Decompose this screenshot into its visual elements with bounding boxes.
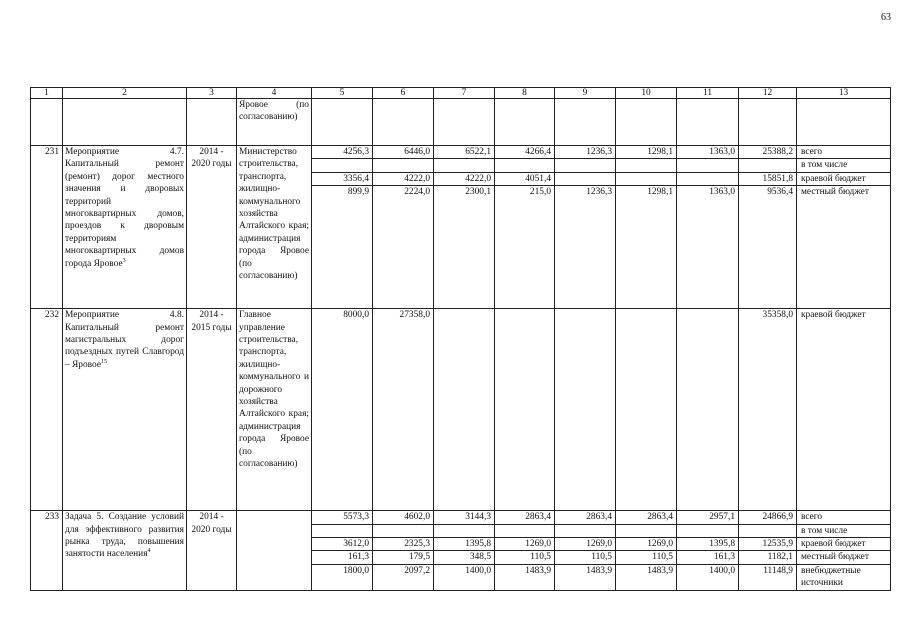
amount-cell: 161,3 bbox=[312, 551, 373, 564]
amount-cell: 2957,1 bbox=[677, 511, 739, 524]
amount-cell bbox=[434, 309, 495, 511]
header-cell: 7 bbox=[434, 88, 495, 99]
amount-cell bbox=[616, 524, 677, 537]
amount-cell: 2097,2 bbox=[373, 564, 434, 590]
amount-cell: 348,5 bbox=[434, 551, 495, 564]
amount-cell bbox=[616, 159, 677, 172]
amount-cell: 2300,1 bbox=[434, 186, 495, 309]
header-cell: 8 bbox=[495, 88, 555, 99]
amount-cell: 1236,3 bbox=[555, 186, 616, 309]
header-cell: 1 bbox=[31, 88, 63, 99]
amount-cell: 12535,9 bbox=[739, 538, 797, 551]
amount-cell bbox=[495, 159, 555, 172]
amount-cell: 4266,4 bbox=[495, 146, 555, 159]
amount-cell: 1483,9 bbox=[616, 564, 677, 590]
amount-cell: 1800,0 bbox=[312, 564, 373, 590]
amount-cell: 3612,0 bbox=[312, 538, 373, 551]
amount-cell: 1269,0 bbox=[616, 538, 677, 551]
amount-cell bbox=[373, 159, 434, 172]
funding-source: всего bbox=[797, 511, 891, 524]
header-cell: 10 bbox=[616, 88, 677, 99]
table-row bbox=[31, 146, 891, 159]
amount-cell: 5573,3 bbox=[312, 511, 373, 524]
amount-cell bbox=[677, 172, 739, 185]
amount-cell: 4222,0 bbox=[373, 172, 434, 185]
funding-source: в том числе bbox=[797, 524, 891, 537]
funding-source: местный бюджет bbox=[797, 186, 891, 309]
amount-cell: 3356,4 bbox=[312, 172, 373, 185]
row-number: 231 bbox=[31, 146, 63, 309]
amount-cell: 110,5 bbox=[616, 551, 677, 564]
amount-cell: 161,3 bbox=[677, 551, 739, 564]
amount-cell: 25388,2 bbox=[739, 146, 797, 159]
event-name: Мероприятие 4.7. Капитальный ремонт (ремонт) дорог местного значения и дворовых территорий многоквартирных домов, проездов к дворовым территориям многоквартирных домов города Яровое$^3$ bbox=[63, 146, 187, 309]
funding-source: местный бюджет bbox=[797, 551, 891, 564]
amount-cell bbox=[434, 159, 495, 172]
amount-cell: 2224,0 bbox=[373, 186, 434, 309]
amount-cell: 4222,0 bbox=[434, 172, 495, 185]
header-row bbox=[31, 88, 891, 99]
footnote-mark: 15 bbox=[101, 358, 107, 365]
amount-cell: 1400,0 bbox=[677, 564, 739, 590]
period: 2014 - 2020 годы bbox=[187, 146, 237, 309]
amount-cell bbox=[495, 524, 555, 537]
page-number: 63 bbox=[881, 12, 891, 23]
row-number: 233 bbox=[31, 511, 63, 591]
amount-cell: 1269,0 bbox=[555, 538, 616, 551]
amount-cell: 6522,1 bbox=[434, 146, 495, 159]
amount-cell: 1363,0 bbox=[677, 146, 739, 159]
amount-cell: 2863,4 bbox=[555, 511, 616, 524]
amount-cell: 1236,3 bbox=[555, 146, 616, 159]
footnote-mark: 3 bbox=[122, 257, 126, 264]
amount-cell bbox=[739, 524, 797, 537]
amount-cell bbox=[555, 524, 616, 537]
amount-cell: 3144,3 bbox=[434, 511, 495, 524]
program-table bbox=[30, 87, 891, 591]
amount-cell: 1363,0 bbox=[677, 186, 739, 309]
amount-cell: 110,5 bbox=[495, 551, 555, 564]
row-number: 232 bbox=[31, 309, 63, 511]
amount-cell: 1483,9 bbox=[495, 564, 555, 590]
table-row bbox=[31, 309, 891, 511]
amount-cell: 215,0 bbox=[495, 186, 555, 309]
amount-cell: 2325,3 bbox=[373, 538, 434, 551]
funding-source: внебюджетные источники bbox=[797, 564, 891, 590]
amount-cell: 899,9 bbox=[312, 186, 373, 309]
amount-cell bbox=[555, 159, 616, 172]
amount-cell: 15851,8 bbox=[739, 172, 797, 185]
continuation-executor: Яровое (по согласованию) bbox=[237, 99, 312, 146]
amount-cell bbox=[434, 524, 495, 537]
period: 2014 - 2015 годы bbox=[187, 309, 237, 511]
amount-cell: 1483,9 bbox=[555, 564, 616, 590]
funding-source: всего bbox=[797, 146, 891, 159]
header-cell: 3 bbox=[187, 88, 237, 99]
amount-cell: 1400,0 bbox=[434, 564, 495, 590]
executor bbox=[237, 511, 312, 591]
amount-cell: 2863,4 bbox=[495, 511, 555, 524]
header-cell: 12 bbox=[739, 88, 797, 99]
header-cell: 4 bbox=[237, 88, 312, 99]
amount-cell bbox=[677, 159, 739, 172]
amount-cell: 179,5 bbox=[373, 551, 434, 564]
amount-cell bbox=[495, 309, 555, 511]
event-name: Задача 5. Создание условий для эффективного развития рынка труда, повышения занятости населения$^4$ bbox=[63, 511, 187, 591]
footnote-mark: 4 bbox=[147, 548, 151, 555]
header-cell: 13 bbox=[797, 88, 891, 99]
amount-cell bbox=[616, 172, 677, 185]
amount-cell bbox=[555, 309, 616, 511]
amount-cell: 11148,9 bbox=[739, 564, 797, 590]
amount-cell bbox=[677, 309, 739, 511]
amount-cell bbox=[312, 524, 373, 537]
amount-cell: 4051,4 bbox=[495, 172, 555, 185]
funding-source: краевой бюджет bbox=[797, 172, 891, 185]
amount-cell: 4602,0 bbox=[373, 511, 434, 524]
amount-cell: 27358,0 bbox=[373, 309, 434, 511]
header-cell: 11 bbox=[677, 88, 739, 99]
event-name: Мероприятие 4.8. Капитальный ремонт магистральных дорог подъездных путей Славгород – Яровое$^{15}$ bbox=[63, 309, 187, 511]
amount-cell: 1298,1 bbox=[616, 146, 677, 159]
amount-cell bbox=[373, 524, 434, 537]
amount-cell: 110,5 bbox=[555, 551, 616, 564]
continuation-row bbox=[31, 99, 891, 146]
header-cell: 6 bbox=[373, 88, 434, 99]
header-cell: 9 bbox=[555, 88, 616, 99]
executor: Министерство строительства, транспорта, жилищно-коммунального хозяйства Алтайского края; администрация города Яровое (по согласованию) bbox=[237, 146, 312, 309]
funding-source: краевой бюджет bbox=[797, 309, 891, 511]
amount-cell bbox=[616, 309, 677, 511]
period: 2014 - 2020 годы bbox=[187, 511, 237, 591]
funding-source: краевой бюджет bbox=[797, 538, 891, 551]
amount-cell: 8000,0 bbox=[312, 309, 373, 511]
header-cell: 5 bbox=[312, 88, 373, 99]
amount-cell: 1298,1 bbox=[616, 186, 677, 309]
funding-source: в том числе bbox=[797, 159, 891, 172]
amount-cell: 4256,3 bbox=[312, 146, 373, 159]
amount-cell: 6446,0 bbox=[373, 146, 434, 159]
amount-cell: 1395,8 bbox=[677, 538, 739, 551]
executor: Главное управление строительства, транспорта, жилищно-коммунального и дорожного хозяйства Алтайского края; администрация города Яровое (по согласованию) bbox=[237, 309, 312, 511]
table-row bbox=[31, 511, 891, 524]
amount-cell bbox=[739, 159, 797, 172]
amount-cell: 35358,0 bbox=[739, 309, 797, 511]
amount-cell bbox=[555, 172, 616, 185]
header-cell: 2 bbox=[63, 88, 187, 99]
amount-cell: 1395,8 bbox=[434, 538, 495, 551]
amount-cell bbox=[312, 159, 373, 172]
amount-cell: 9536,4 bbox=[739, 186, 797, 309]
amount-cell: 1269,0 bbox=[495, 538, 555, 551]
amount-cell: 2863,4 bbox=[616, 511, 677, 524]
amount-cell: 24866,9 bbox=[739, 511, 797, 524]
amount-cell: 1182,1 bbox=[739, 551, 797, 564]
amount-cell bbox=[677, 524, 739, 537]
